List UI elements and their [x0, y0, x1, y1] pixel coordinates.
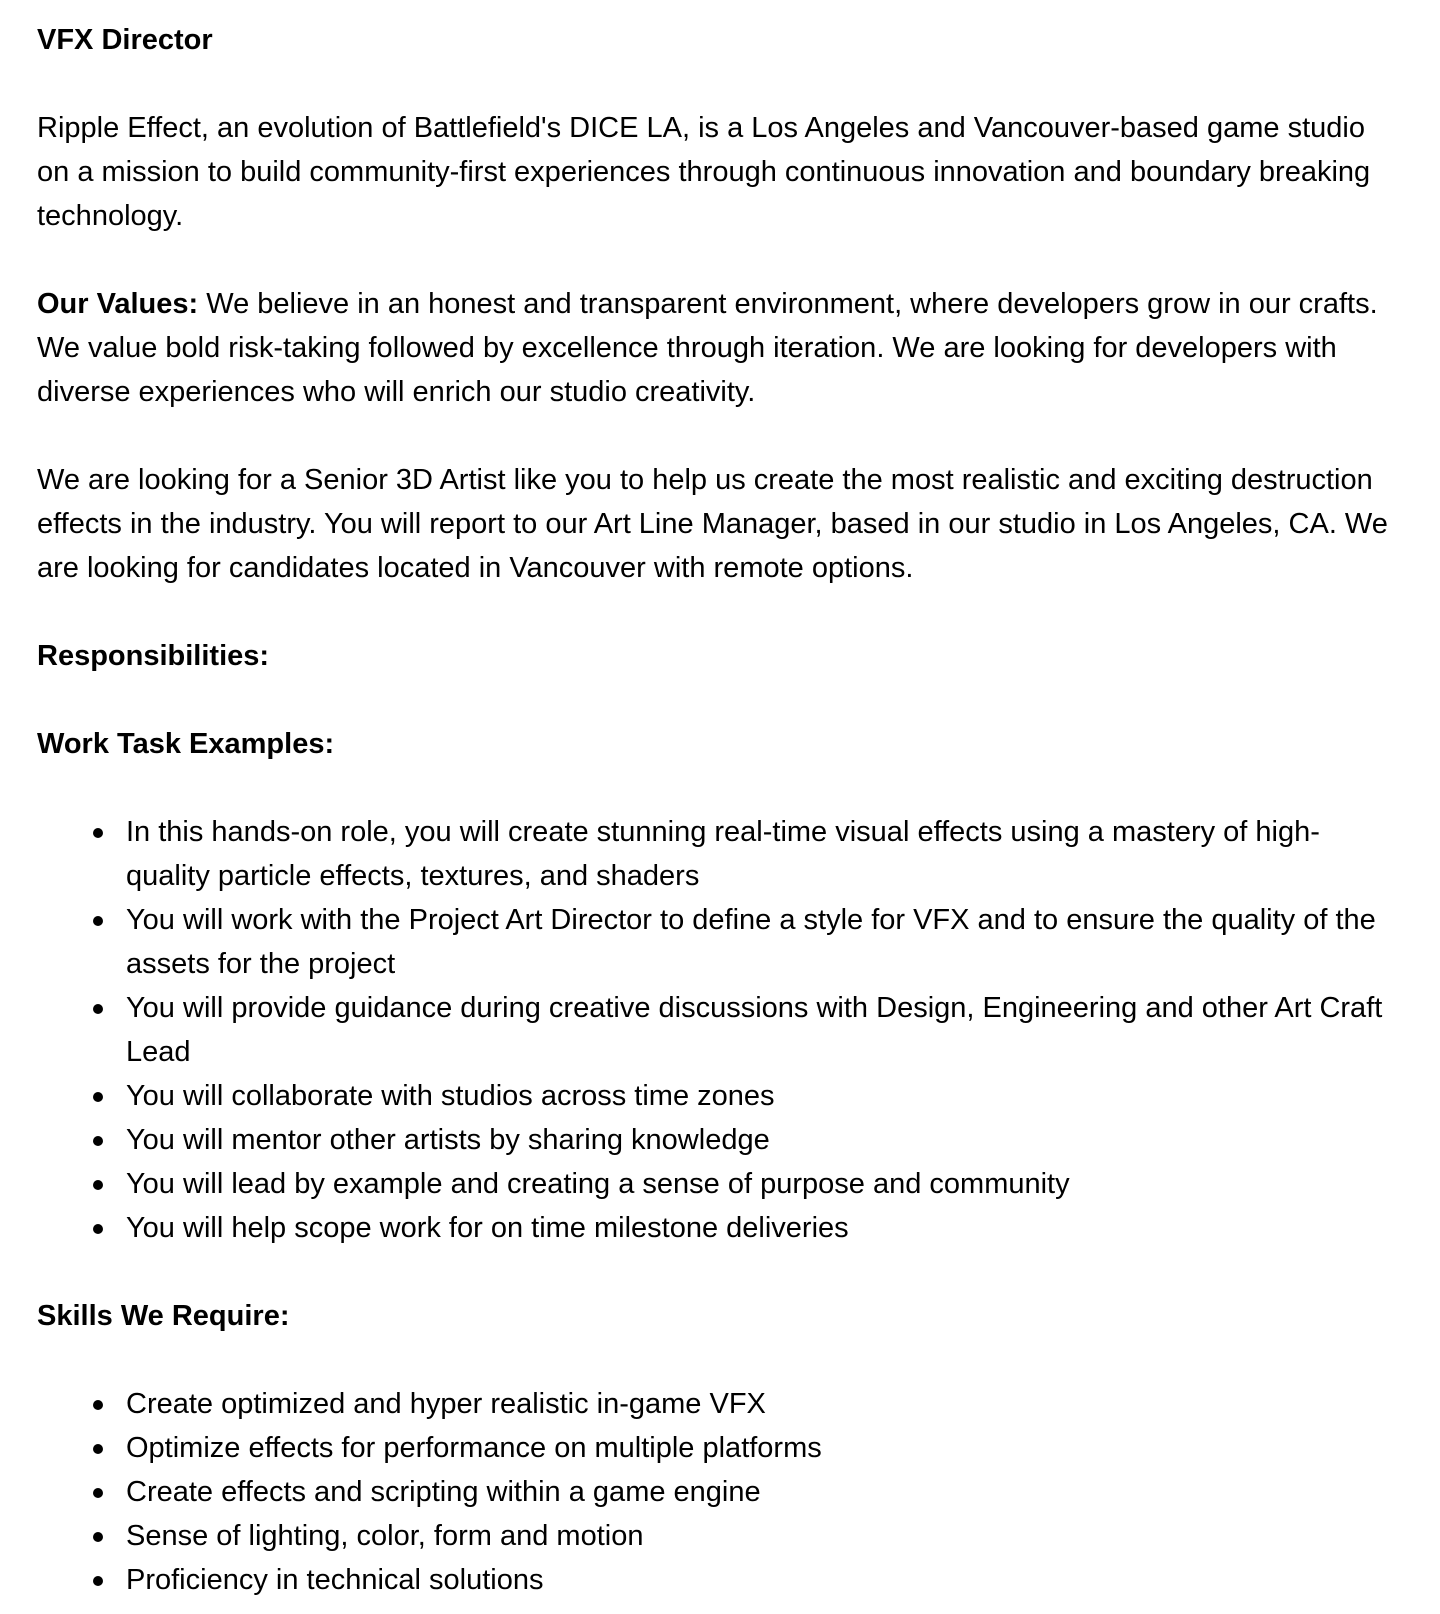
- list-item: [126, 1382, 1400, 1426]
- list-item-text: In this hands-on role, you will create stunning real-time visual effects using a mastery of high-quality particle effects, textures, and shaders: [126, 816, 1320, 892]
- list-item: [126, 1514, 1400, 1558]
- list-item-text: You will lead by example and creating a sense of purpose and community: [126, 1168, 1070, 1200]
- list-item-text: You will work with the Project Art Director to define a style for VFX and to ensure the quality of the assets for the project: [126, 904, 1376, 980]
- list-item-text: Create effects and scripting within a game engine: [126, 1476, 761, 1508]
- bullet-icon: [93, 1488, 103, 1498]
- list-item: [126, 1118, 1400, 1162]
- list-item: [126, 1558, 1400, 1602]
- bullet-icon: [93, 916, 103, 926]
- work-tasks-list: [37, 810, 1400, 1250]
- bullet-icon: [93, 1224, 103, 1234]
- list-item: [126, 810, 1400, 898]
- list-item: [126, 898, 1400, 986]
- list-item-text: You will mentor other artists by sharing knowledge: [126, 1124, 770, 1156]
- list-item: [126, 986, 1400, 1074]
- list-item-text: Create optimized and hyper realistic in-game VFX: [126, 1388, 766, 1420]
- bullet-icon: [93, 1092, 103, 1102]
- bullet-icon: [93, 1180, 103, 1190]
- list-item-text: You will provide guidance during creative discussions with Design, Engineering and other Art Craft Lead: [126, 992, 1383, 1068]
- job-title: VFX Director: [37, 24, 213, 56]
- list-item: [126, 1074, 1400, 1118]
- list-item-text: You will collaborate with studios across time zones: [126, 1080, 775, 1112]
- bullet-icon: [93, 1532, 103, 1542]
- values-paragraph: [37, 282, 1400, 414]
- bullet-icon: [93, 828, 103, 838]
- bullet-icon: [93, 1444, 103, 1454]
- list-item: [126, 1206, 1400, 1250]
- values-label: Our Values:: [37, 288, 199, 320]
- list-item: [126, 1470, 1400, 1514]
- looking-for-paragraph: We are looking for a Senior 3D Artist like you to help us create the most realistic and exciting destruction effects in the industry. You will report to our Art Line Manager, based in our studio in Los Angeles, CA. We are looking for candidates located in Vancouver with remote options.: [37, 464, 1388, 584]
- responsibilities-heading: Responsibilities:: [37, 640, 270, 672]
- list-item-text: Proficiency in technical solutions: [126, 1564, 544, 1596]
- work-tasks-heading: Work Task Examples:: [37, 728, 335, 760]
- intro-paragraph: Ripple Effect, an evolution of Battlefield's DICE LA, is a Los Angeles and Vancouver-based game studio on a mission to build community-first experiences through continuous innovation and boundary breaking technology.: [37, 112, 1371, 232]
- bullet-icon: [93, 1576, 103, 1586]
- list-item-text: Optimize effects for performance on multiple platforms: [126, 1432, 822, 1464]
- list-item: [126, 1162, 1400, 1206]
- bullet-icon: [93, 1136, 103, 1146]
- skills-list: [37, 1382, 1400, 1602]
- list-item: [126, 1426, 1400, 1470]
- bullet-icon: [93, 1400, 103, 1410]
- list-item-text: You will help scope work for on time milestone deliveries: [126, 1212, 849, 1244]
- skills-heading: Skills We Require:: [37, 1300, 290, 1332]
- bullet-icon: [93, 1004, 103, 1014]
- values-text: We believe in an honest and transparent environment, where developers grow in our crafts. We value bold risk-taking followed by excellence through iteration. We are looking for developers with diverse experiences who will enrich our studio creativity.: [37, 288, 1378, 408]
- list-item-text: Sense of lighting, color, form and motion: [126, 1520, 644, 1552]
